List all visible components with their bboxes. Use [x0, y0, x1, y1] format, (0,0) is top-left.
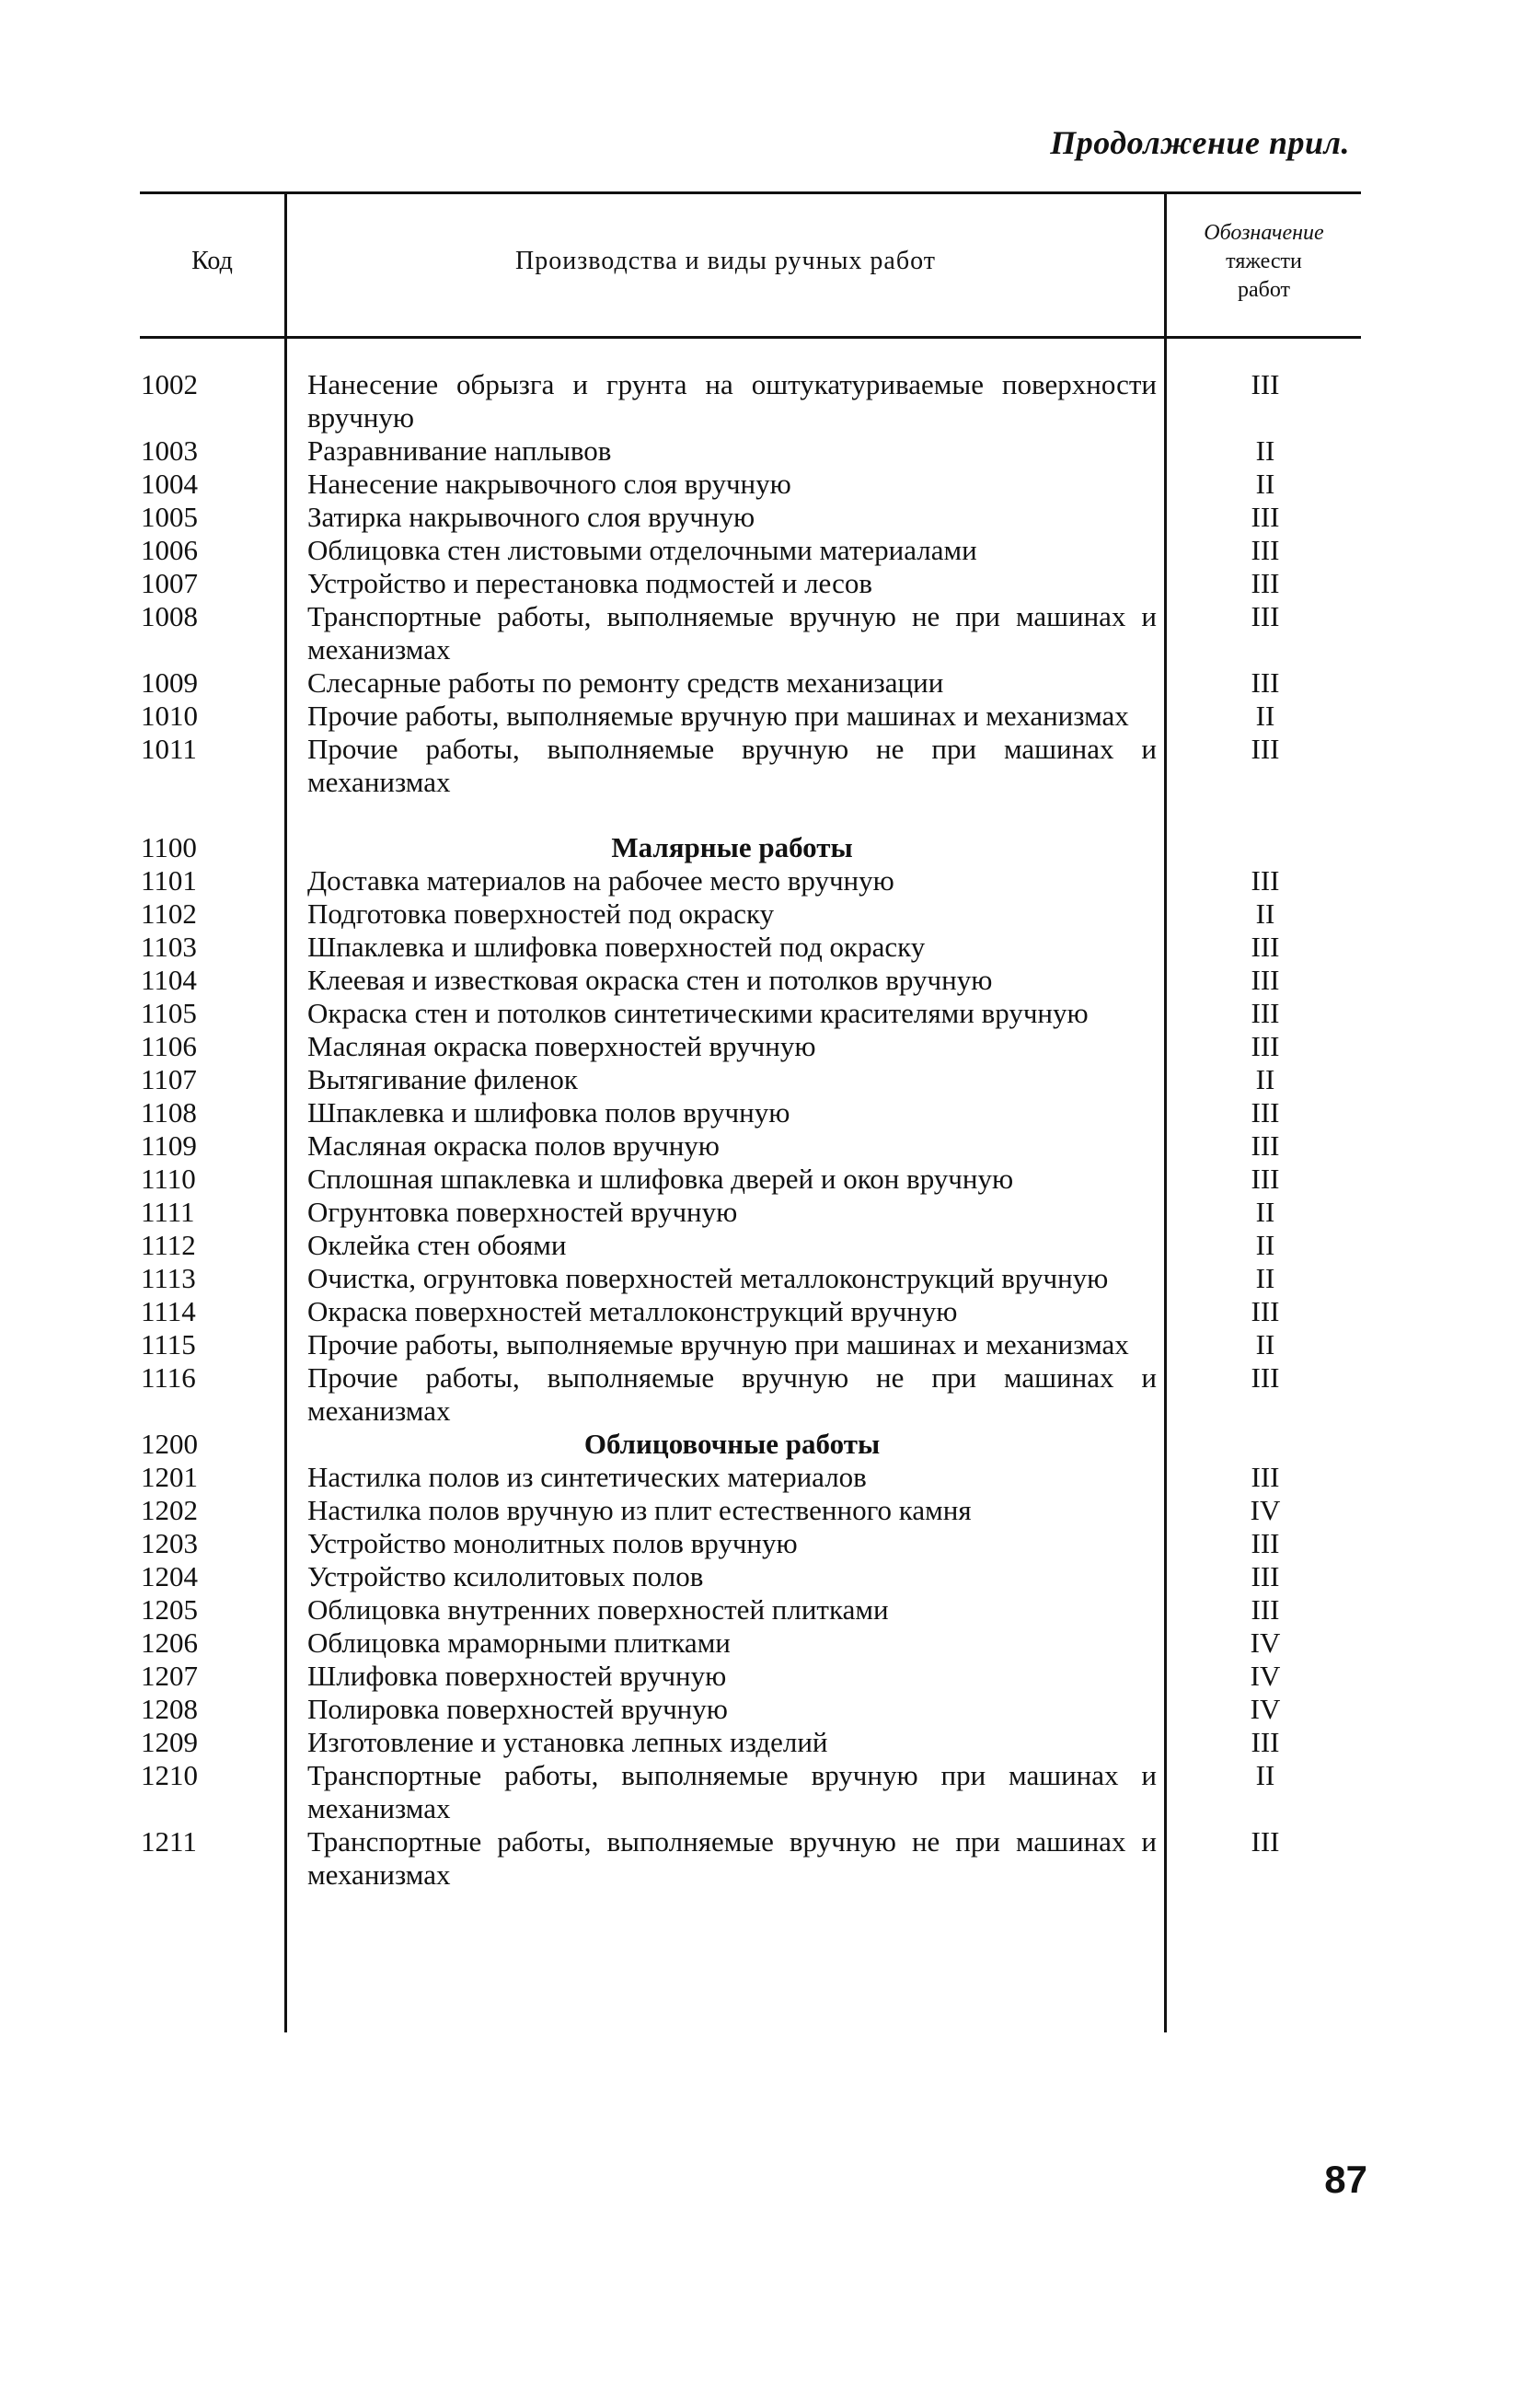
table-row: [140, 1560, 1361, 1593]
row-grade: III: [1251, 1461, 1280, 1493]
table-row: [140, 534, 1361, 567]
row-code: 1102: [141, 897, 197, 930]
row-code: 1106: [141, 1030, 197, 1062]
table-row: [140, 1627, 1361, 1660]
row-work-name: Транспортные работы, выполняемые вручную при машинах и механизмах: [307, 1759, 1157, 1824]
row-work-name: Нанесение накрывочного слоя вручную: [307, 468, 791, 500]
table-row: [140, 1196, 1361, 1229]
row-work-name: Шпаклевка и шлифовка полов вручную: [307, 1096, 790, 1129]
row-code: 1108: [141, 1096, 197, 1129]
row-code: 1207: [141, 1660, 198, 1692]
row-code: 1104: [141, 964, 197, 996]
row-code: 1110: [141, 1163, 196, 1195]
row-code: 1116: [141, 1361, 196, 1394]
row-code: 1200: [141, 1428, 198, 1460]
row-work-name: Устройство монолитных полов вручную: [307, 1527, 798, 1559]
row-code: 1111: [141, 1196, 195, 1228]
row-work-name: Огрунтовка поверхностей вручную: [307, 1196, 738, 1228]
table-row: [140, 1361, 1361, 1428]
column-header-grade-line3: работ: [1237, 278, 1291, 302]
row-grade: IV: [1250, 1494, 1281, 1526]
table-row: [140, 368, 1361, 434]
page-number: 87: [1324, 2158, 1367, 2201]
table-row: [140, 931, 1361, 964]
row-grade: III: [1251, 1825, 1280, 1858]
row-grade: III: [1251, 931, 1280, 963]
row-code: 1201: [141, 1461, 198, 1493]
row-work-name: Шлифовка поверхностей вручную: [307, 1660, 727, 1692]
row-code: 1209: [141, 1726, 198, 1758]
row-code: 1004: [141, 468, 198, 500]
row-code: 1011: [141, 733, 197, 765]
row-work-name: Прочие работы, выполняемые вручную не при машинах и механизмах: [307, 1361, 1157, 1427]
row-grade: II: [1255, 1063, 1275, 1095]
row-code: 1003: [141, 434, 198, 467]
table-row: [140, 1096, 1361, 1129]
row-grade: III: [1251, 1096, 1280, 1129]
row-grade: II: [1255, 700, 1275, 732]
row-grade: IV: [1250, 1693, 1281, 1725]
row-work-name: Вытягивание филенок: [307, 1063, 578, 1095]
row-work-name: Окраска поверхностей металлоконструкций вручную: [307, 1295, 958, 1327]
row-code: 1006: [141, 534, 198, 566]
row-work-name: Изготовление и установка лепных изделий: [307, 1726, 828, 1758]
row-grade: II: [1255, 1328, 1275, 1360]
table-row: [140, 1726, 1361, 1759]
table-row: [140, 1328, 1361, 1361]
row-code: 1114: [141, 1295, 196, 1327]
table-row: [140, 964, 1361, 997]
row-code: 1211: [141, 1825, 197, 1858]
row-grade: II: [1255, 1229, 1275, 1261]
row-code: 1204: [141, 1560, 198, 1592]
row-grade: III: [1251, 1726, 1280, 1758]
table-group-painting-facing: [140, 831, 1361, 1892]
row-code: 1008: [141, 600, 198, 632]
row-code: 1208: [141, 1693, 198, 1725]
column-header-name: Производства и виды ручных работ: [515, 247, 936, 275]
row-grade: II: [1255, 468, 1275, 500]
table-row: [140, 1759, 1361, 1825]
row-work-name: Окраска стен и потолков синтетическими красителями вручную: [307, 997, 1089, 1029]
table-row: [140, 1825, 1361, 1892]
group-spacer: [140, 799, 1361, 831]
section-heading-row: [140, 1428, 1361, 1461]
table-row: [140, 434, 1361, 468]
row-code: 1002: [141, 368, 198, 400]
row-work-name: Прочие работы, выполняемые вручную при машинах и механизмах: [307, 700, 1129, 732]
row-code: 1105: [141, 997, 197, 1029]
row-grade: III: [1251, 997, 1280, 1029]
table-top-rule: [140, 191, 1361, 194]
table-row: [140, 1527, 1361, 1560]
table-row: [140, 1461, 1361, 1494]
row-work-name: Доставка материалов на рабочее место вручную: [307, 864, 894, 897]
table-row: [140, 997, 1361, 1030]
table-row: [140, 1163, 1361, 1196]
table-row: [140, 1030, 1361, 1063]
row-grade: III: [1251, 368, 1280, 400]
row-code: 1109: [141, 1129, 197, 1162]
table-row: [140, 567, 1361, 600]
table-row: [140, 600, 1361, 666]
row-grade: III: [1251, 1295, 1280, 1327]
row-grade: III: [1251, 1129, 1280, 1162]
table-row: [140, 666, 1361, 700]
table-row: [140, 501, 1361, 534]
row-code: 1107: [141, 1063, 197, 1095]
row-work-name: Устройство и перестановка подмостей и лесов: [307, 567, 872, 599]
table-row: [140, 733, 1361, 799]
row-code: 1103: [141, 931, 197, 963]
row-work-name: Облицовка внутренних поверхностей плитками: [307, 1593, 889, 1626]
row-grade: III: [1251, 600, 1280, 632]
row-work-name: Устройство ксилолитовых полов: [307, 1560, 704, 1592]
row-code: 1112: [141, 1229, 196, 1261]
row-code: 1205: [141, 1593, 198, 1626]
table-row: [140, 700, 1361, 733]
row-code: 1009: [141, 666, 198, 699]
work-grade-table: [140, 191, 1361, 2032]
row-grade: III: [1251, 1163, 1280, 1195]
row-work-name: Оклейка стен обоями: [307, 1229, 567, 1261]
row-work-name: Затирка накрывочного слоя вручную: [307, 501, 755, 533]
row-grade: II: [1255, 434, 1275, 467]
row-work-name: Облицовка мраморными плитками: [307, 1627, 731, 1659]
row-grade: III: [1251, 1527, 1280, 1559]
row-work-name: Сплошная шпаклевка и шлифовка дверей и окон вручную: [307, 1163, 1014, 1195]
continuation-caption: Продолжение прил.: [1050, 124, 1350, 161]
row-grade: III: [1251, 567, 1280, 599]
row-work-name: Масляная окраска полов вручную: [307, 1129, 720, 1162]
row-work-name: Настилка полов из синтетических материалов: [307, 1461, 867, 1493]
row-code: 1100: [141, 831, 197, 863]
row-grade: III: [1251, 864, 1280, 897]
table-group-plaster: [140, 368, 1361, 799]
table-header-rule: [140, 336, 1361, 339]
table-row: [140, 1693, 1361, 1726]
row-work-name: Слесарные работы по ремонту средств механизации: [307, 666, 944, 699]
column-header-code: Код: [191, 247, 233, 275]
row-grade: III: [1251, 733, 1280, 765]
row-code: 1007: [141, 567, 198, 599]
row-code: 1203: [141, 1527, 198, 1559]
section-title: Облицовочные работы: [583, 1428, 881, 1460]
row-code: 1113: [141, 1262, 196, 1294]
row-code: 1206: [141, 1627, 198, 1659]
table-row: [140, 1494, 1361, 1527]
row-work-name: Шпаклевка и шлифовка поверхностей под окраску: [307, 931, 926, 963]
table-row: [140, 1262, 1361, 1295]
table-row: [140, 1063, 1361, 1096]
column-header-grade: [1167, 219, 1361, 305]
row-grade: III: [1251, 666, 1280, 699]
row-grade: III: [1251, 964, 1280, 996]
row-code: 1010: [141, 700, 198, 732]
row-grade: III: [1251, 1361, 1280, 1394]
row-work-name: Клеевая и известковая окраска стен и потолков вручную: [307, 964, 993, 996]
table-row: [140, 468, 1361, 501]
row-work-name: Полировка поверхностей вручную: [307, 1693, 728, 1725]
row-code: 1005: [141, 501, 198, 533]
row-grade: II: [1255, 1759, 1275, 1791]
row-grade: III: [1251, 1030, 1280, 1062]
row-work-name: Подготовка поверхностей под окраску: [307, 897, 775, 930]
row-work-name: Прочие работы, выполняемые вручную не при машинах и механизмах: [307, 733, 1157, 798]
row-code: 1101: [141, 864, 197, 897]
table-row: [140, 1660, 1361, 1693]
column-header-grade-line2: тяжести: [1226, 249, 1302, 273]
row-code: 1202: [141, 1494, 198, 1526]
row-grade: III: [1251, 501, 1280, 533]
row-grade: IV: [1250, 1660, 1281, 1692]
row-work-name: Настилка полов вручную из плит естественного камня: [307, 1494, 972, 1526]
table-body: [140, 368, 1361, 1892]
row-work-name: Нанесение обрызга и грунта на оштукатуриваемые поверхности вручную: [307, 368, 1157, 434]
table-row: [140, 1295, 1361, 1328]
row-grade: II: [1255, 1262, 1275, 1294]
row-grade: III: [1251, 1560, 1280, 1592]
row-grade: IV: [1250, 1627, 1281, 1659]
table-row: [140, 1129, 1361, 1163]
row-work-name: Очистка, огрунтовка поверхностей металлоконструкций вручную: [307, 1262, 1109, 1294]
row-work-name: Транспортные работы, выполняемые вручную не при машинах и механизмах: [307, 1825, 1157, 1891]
row-code: 1210: [141, 1759, 198, 1791]
row-grade: II: [1255, 1196, 1275, 1228]
table-row: [140, 897, 1361, 931]
table-row: [140, 1593, 1361, 1627]
row-grade: II: [1255, 897, 1275, 930]
table-row: [140, 864, 1361, 897]
section-title: Малярные работы: [611, 831, 853, 863]
row-grade: III: [1251, 1593, 1280, 1626]
row-code: 1115: [141, 1328, 196, 1360]
row-work-name: Транспортные работы, выполняемые вручную не при машинах и механизмах: [307, 600, 1157, 666]
row-work-name: Облицовка стен листовыми отделочными материалами: [307, 534, 977, 566]
row-grade: III: [1251, 534, 1280, 566]
row-work-name: Масляная окраска поверхностей вручную: [307, 1030, 816, 1062]
section-heading-row: [140, 831, 1361, 864]
table-row: [140, 1229, 1361, 1262]
row-work-name: Прочие работы, выполняемые вручную при машинах и механизмах: [307, 1328, 1129, 1360]
row-work-name: Разравнивание наплывов: [307, 434, 612, 467]
column-header-grade-line1: Обозначение: [1204, 221, 1324, 245]
